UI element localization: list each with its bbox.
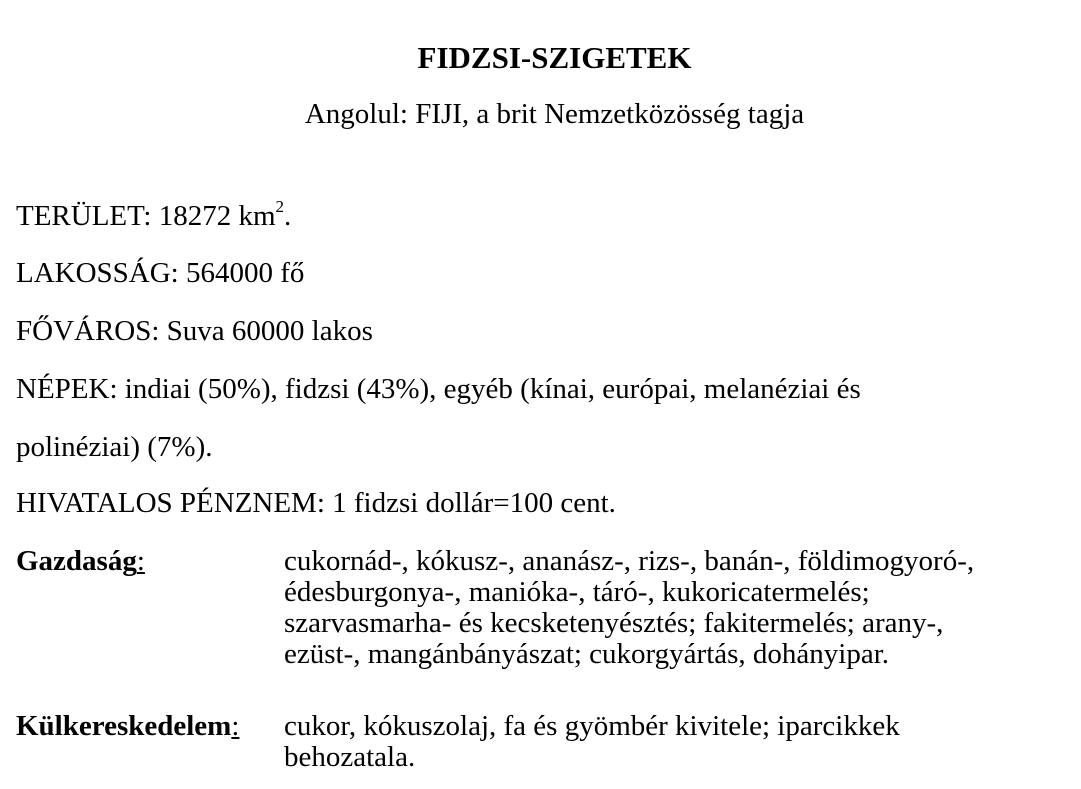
- foreign-trade-line: behozatala.: [284, 741, 416, 773]
- peoples-line-2: polinéziai) (7%).: [16, 431, 213, 463]
- economy-line: cukornád-, kókusz-, ananász-, rizs-, banán-, földimogyoró-,: [284, 545, 975, 577]
- economy-text: [284, 546, 1079, 670]
- economy-line: szarvasmarha- és kecsketenyésztés; fakitermelés; arany-,: [284, 607, 944, 639]
- population-line: LAKOSSÁG: 564000 fő: [16, 257, 305, 289]
- foreign-trade-label: [16, 711, 239, 742]
- document-title: FIDZSI-SZIGETEK: [417, 40, 692, 75]
- area-suffix: .: [284, 200, 292, 232]
- document-subtitle: Angolul: FIJI, a brit Nemzetközösség tagja: [304, 98, 805, 130]
- area-value: 18272 km: [158, 200, 276, 232]
- area-line: [16, 196, 291, 236]
- currency-line: HIVATALOS PÉNZNEM: 1 fidzsi dollár=100 cent.: [16, 487, 616, 519]
- foreign-trade-label-colon: :: [231, 710, 240, 742]
- economy-line: édesburgonya-, manióka-, táró-, kukoricatermelés;: [284, 576, 870, 608]
- capital-line: FŐVÁROS: Suva 60000 lakos: [16, 315, 373, 347]
- foreign-trade-line: cukor, kókuszolaj, fa és gyömbér kivitele; iparcikkek: [284, 710, 900, 742]
- economy-line: ezüst-, mangánbányászat; cukorgyártás, dohányipar.: [284, 638, 890, 670]
- economy-label-text: Gazdaság: [16, 545, 137, 577]
- peoples-line-1: NÉPEK: indiai (50%), fidzsi (43%), egyéb (kínai, európai, melanéziai és: [16, 373, 861, 405]
- foreign-trade-label-text: Külkereskedelem: [16, 710, 232, 742]
- area-exponent: 2: [275, 197, 285, 216]
- foreign-trade-text: [284, 711, 1079, 773]
- area-label: TERÜLET:: [16, 200, 152, 232]
- economy-label-colon: :: [136, 545, 145, 577]
- economy-label: [16, 546, 145, 577]
